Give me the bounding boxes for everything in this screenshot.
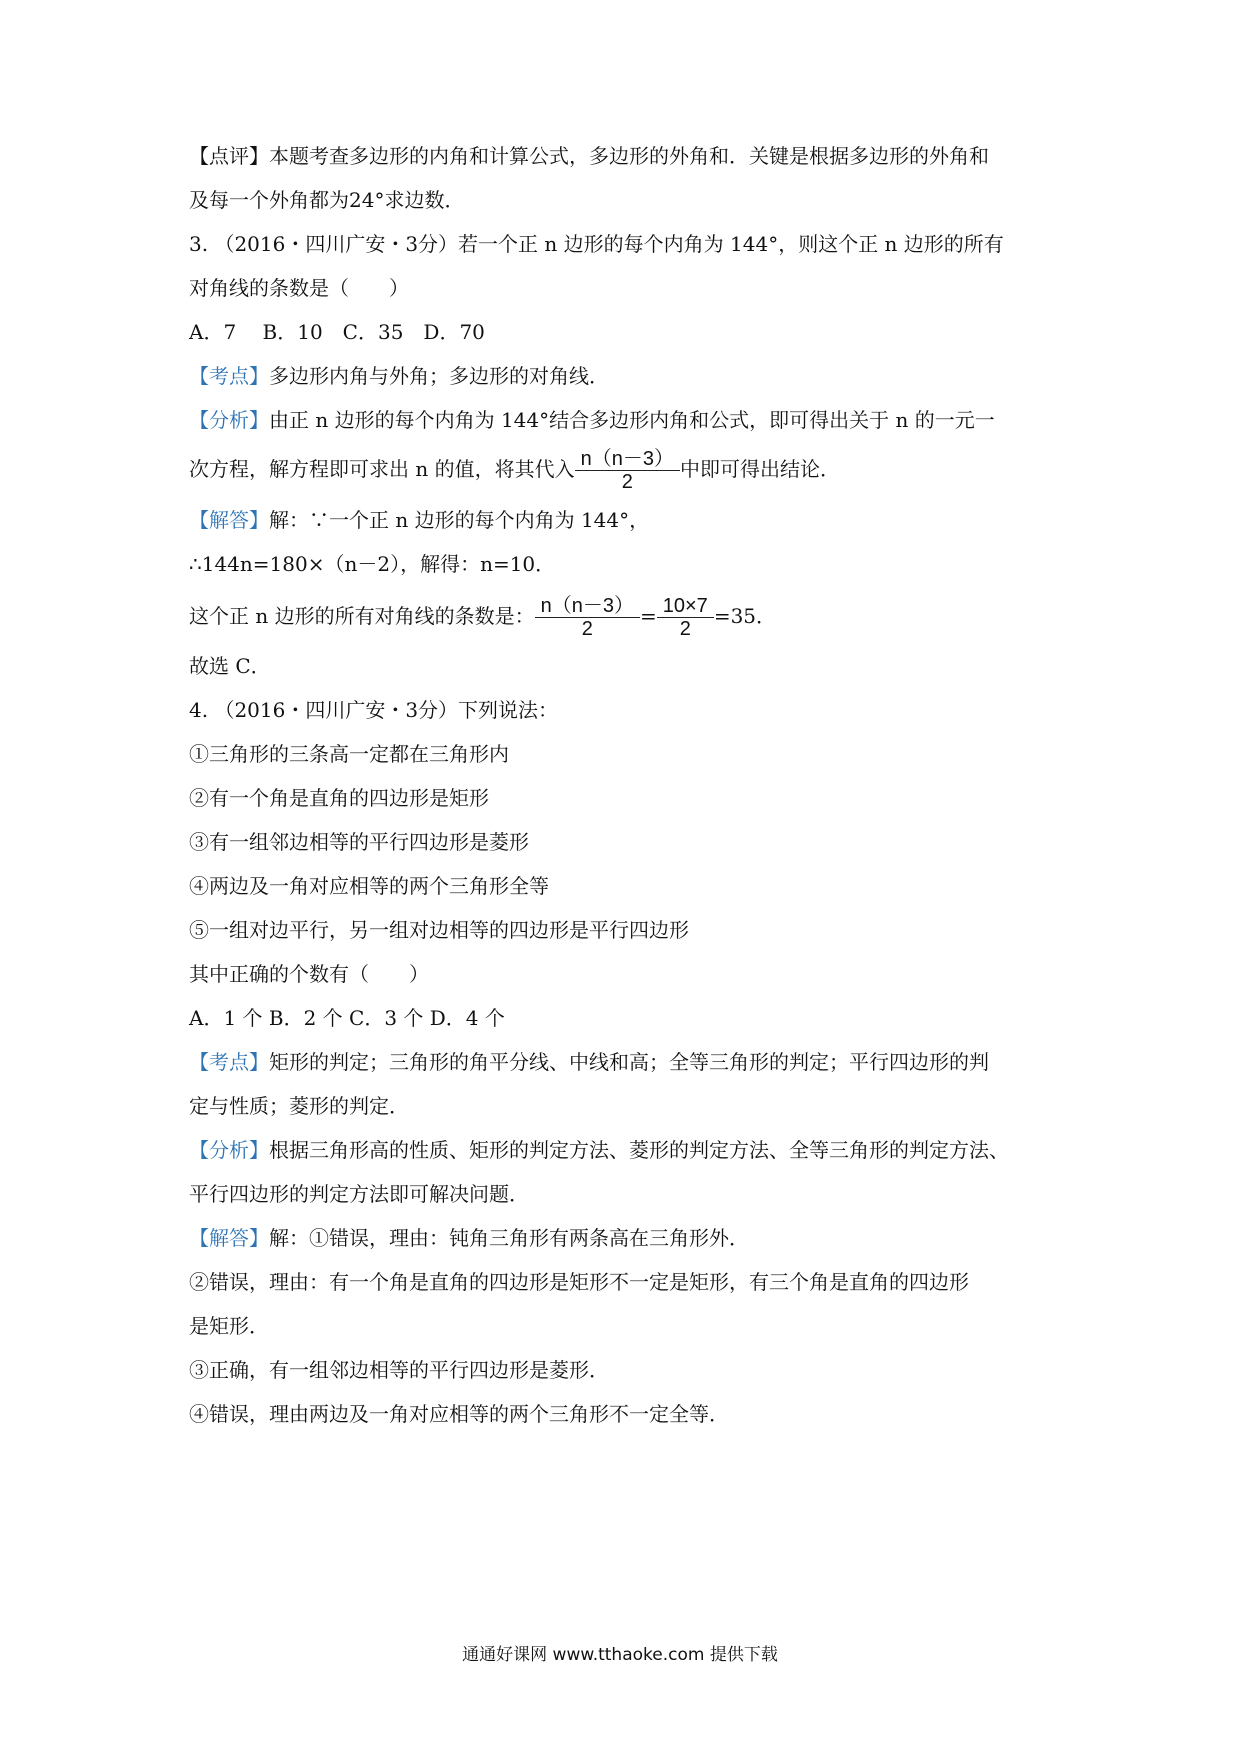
fraction-n-n-minus-3-over-2: $\frac{n(n-3)}{2}$ (535, 595, 640, 640)
fenxi-tag: 【分析】 (189, 1138, 269, 1162)
review-line-1: 【点评】本题考查多边形的内角和计算公式，多边形的外角和．关键是根据多边形的外角和 (189, 144, 989, 168)
jieda-tag: 【解答】 (189, 1226, 269, 1250)
q4-item-1: ①三角形的三条高一定都在三角形内 (189, 742, 509, 766)
kaodian-tag: 【考点】 (189, 1050, 269, 1074)
kaodian-tag: 【考点】 (189, 364, 269, 388)
q4-jieda-line-2: ②错误，理由：有一个角是直角的四边形是矩形不一定是矩形，有三个角是直角的四边形 (189, 1270, 969, 1294)
q4-fenxi-line-1: 【分析】根据三角形高的性质、矩形的判定方法、菱形的判定方法、全等三角形的判定方法、 (189, 1138, 1009, 1162)
q4-jieda-line-4: ③正确，有一组邻边相等的平行四边形是菱形． (189, 1358, 609, 1382)
q4-kaodian-line-2: 定与性质；菱形的判定． (189, 1094, 409, 1118)
fenxi-tag: 【分析】 (189, 408, 269, 432)
q3-jieda-line-3: 这个正 n 边形的所有对角线的条数是： $\frac{n(n-3)}{2}$ = $\frac{10\times 7}{2}$ =35． (189, 595, 777, 640)
q3-jieda-line-2: ∴144n=180×（n－2），解得：n=10． (189, 552, 556, 576)
q4-item-3: ③有一组邻边相等的平行四边形是菱形 (189, 830, 529, 854)
review-tag: 【点评】 (189, 144, 269, 168)
q3-jieda-line-1: 【解答】解：∵一个正 n 边形的每个内角为 144°， (189, 508, 650, 532)
fraction-n-n-minus-3-over-2: $\frac{n(n-3)}{2}$ (575, 448, 680, 493)
q4-jieda-line-1: 【解答】解：①错误，理由：钝角三角形有两条高在三角形外． (189, 1226, 749, 1250)
q3-answer: 故选 C． (189, 654, 271, 678)
q4-item-4: ④两边及一角对应相等的两个三角形全等 (189, 874, 549, 898)
review-line-2: 及每一个外角都为24°求边数． (189, 188, 465, 212)
jieda-tag: 【解答】 (189, 508, 269, 532)
q4-options: A．1 个 B．2 个 C．3 个 D．4 个 (189, 1006, 505, 1030)
q4-item-5: ⑤一组对边平行，另一组对边相等的四边形是平行四边形 (189, 918, 689, 942)
q4-fenxi-line-2: 平行四边形的判定方法即可解决问题． (189, 1182, 529, 1206)
q4-stem: 4. （2016・四川广安・3分）下列说法： (189, 698, 559, 722)
q3-options: A．7 B．10 C．35 D．70 (189, 320, 485, 344)
q3-stem-line-1: 3. （2016・四川广安・3分）若一个正 n 边形的每个内角为 144°，则这个正 n 边形的所有 (189, 232, 1004, 256)
page-footer: 通通好课网 www.tthaoke.com 提供下载 (462, 1645, 778, 1665)
fraction-10x7-over-2: $\frac{10\times 7}{2}$ (657, 595, 714, 640)
q3-kaodian: 【考点】多边形内角与外角；多边形的对角线． (189, 364, 609, 388)
q3-stem-line-2: 对角线的条数是（ ） (189, 276, 409, 300)
q4-jieda-line-5: ④错误，理由两边及一角对应相等的两个三角形不一定全等． (189, 1402, 729, 1426)
q3-fenxi-line-2: 次方程，解方程即可求出 n 的值，将其代入 $\frac{n(n-3)}{2}$ 中即可得出结论． (189, 448, 840, 493)
q4-item-2: ②有一个角是直角的四边形是矩形 (189, 786, 489, 810)
q4-question: 其中正确的个数有（ ） (189, 962, 429, 986)
q4-kaodian-line-1: 【考点】矩形的判定；三角形的角平分线、中线和高；全等三角形的判定；平行四边形的判 (189, 1050, 989, 1074)
q4-jieda-line-3: 是矩形． (189, 1314, 269, 1338)
q3-fenxi-line-1: 【分析】由正 n 边形的每个内角为 144°结合多边形内角和公式，即可得出关于 n 的一元一 (189, 408, 995, 432)
